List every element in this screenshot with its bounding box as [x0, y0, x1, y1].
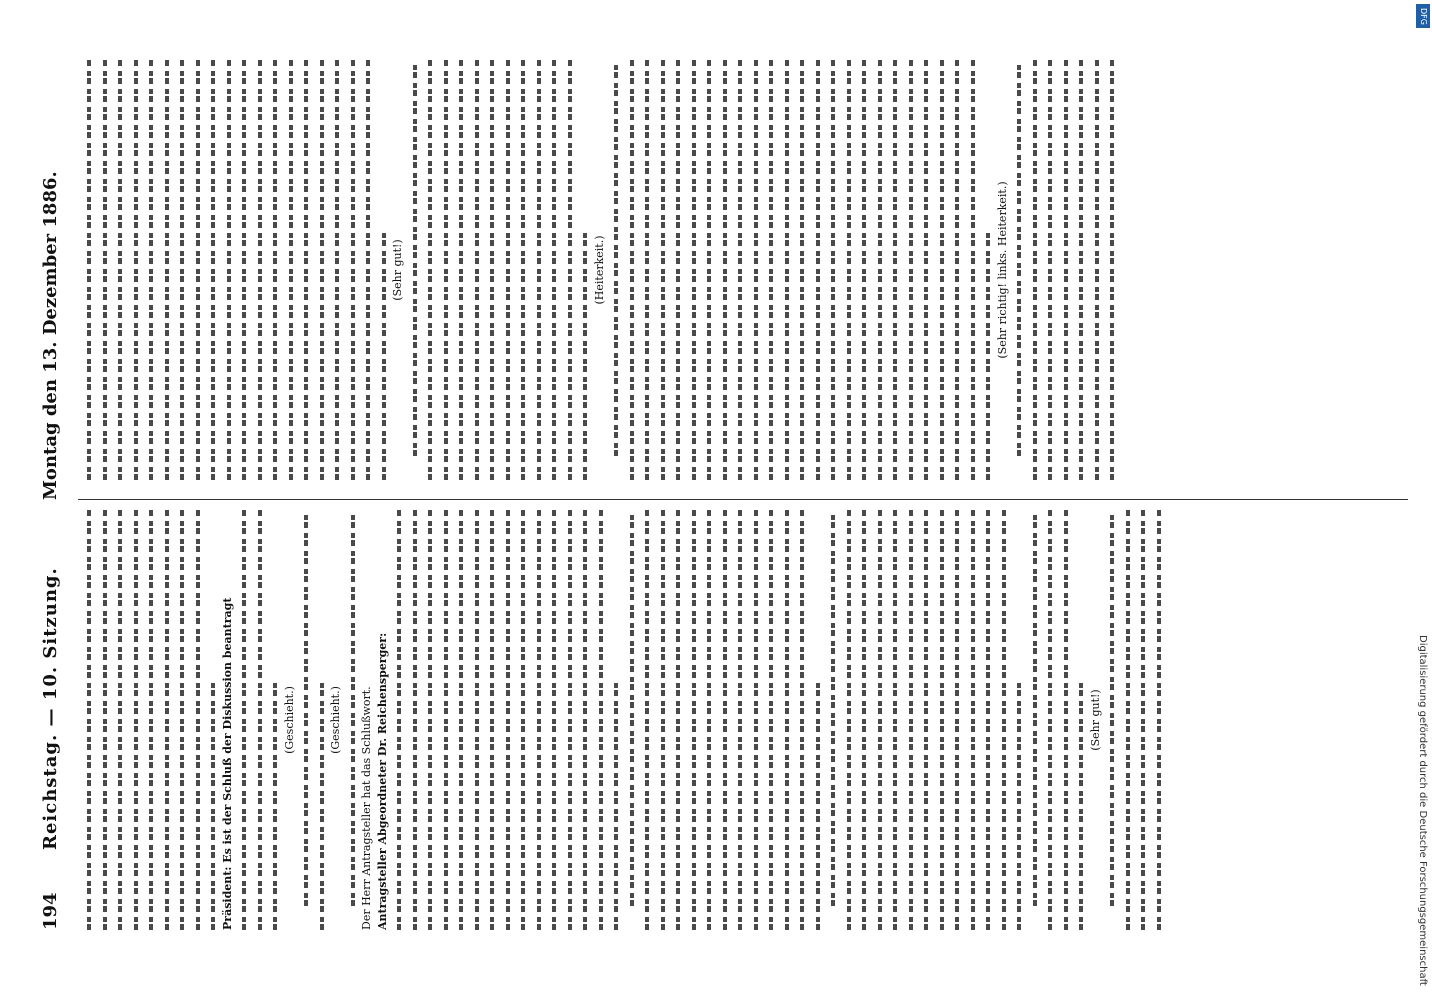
text-line [359, 60, 375, 480]
text-line [809, 60, 825, 480]
text-line [297, 60, 313, 480]
text-line [561, 510, 577, 930]
column-divider [78, 499, 1408, 500]
text-line [1026, 510, 1042, 906]
text-line [173, 510, 189, 930]
text-line [483, 510, 499, 930]
text-line [1026, 60, 1042, 480]
page-header [40, 70, 68, 930]
text-line [297, 510, 313, 906]
left-column [80, 510, 1400, 930]
text-line [80, 510, 96, 930]
text-line [1088, 60, 1104, 480]
interjection: (Sehr gut!) [391, 239, 404, 301]
text-line [778, 510, 794, 930]
text-line [886, 510, 902, 930]
text-line [437, 510, 453, 930]
text-line [313, 60, 329, 480]
text-line [390, 510, 406, 930]
text-line [127, 60, 143, 480]
text-line [917, 60, 933, 480]
text-line [793, 510, 809, 930]
text-line [964, 510, 980, 930]
text-line [871, 60, 887, 480]
page-number: 194 [40, 892, 61, 930]
text-line [127, 510, 143, 930]
text-line [111, 60, 127, 480]
text-line [189, 510, 205, 930]
text-line [902, 510, 918, 930]
interjection: (Sehr gut!) [1088, 689, 1102, 751]
text-line [561, 60, 577, 480]
right-column [80, 60, 1400, 480]
text-line [545, 510, 561, 930]
text-line [685, 60, 701, 480]
text-line [282, 60, 298, 480]
digitization-credit: Digitalisierung gefördert durch die Deutsche Forschungsgemeinschaft [1417, 635, 1428, 986]
president-speaker-line: Präsident: Es ist der Schluß der Diskussion beantragt [220, 597, 234, 930]
text-line [235, 60, 251, 480]
text-line [142, 60, 158, 480]
text-line [158, 60, 174, 480]
text-line [111, 510, 127, 930]
interjection: (Geschieht.) [282, 686, 296, 754]
text-line [406, 60, 422, 456]
text-line [530, 60, 546, 480]
text-line [514, 60, 530, 480]
text-line [1041, 510, 1057, 930]
text-line [452, 60, 468, 480]
text-line [344, 60, 360, 480]
text-line [452, 510, 468, 930]
text-line [855, 60, 871, 480]
text-line [917, 510, 933, 930]
text-line [1072, 678, 1088, 930]
text-line [669, 510, 685, 930]
text-line [700, 60, 716, 480]
text-line [716, 60, 732, 480]
text-line [948, 60, 964, 480]
text-line [266, 678, 282, 930]
text-line [96, 60, 112, 480]
text-line [80, 60, 96, 480]
text-line [638, 510, 654, 930]
text-line [1057, 60, 1073, 480]
text-line [638, 60, 654, 480]
text-line [1072, 60, 1088, 480]
text-line [530, 510, 546, 930]
text-line [1057, 510, 1073, 930]
text-line [607, 678, 623, 930]
text-line [809, 678, 825, 930]
text-line [747, 60, 763, 480]
text-line [499, 510, 515, 930]
text-line [886, 60, 902, 480]
text-line [483, 60, 499, 480]
text-line [251, 60, 267, 480]
text-line [716, 510, 732, 930]
text-line [514, 510, 530, 930]
text-line [220, 60, 236, 480]
text-line [824, 510, 840, 906]
text-line [855, 510, 871, 930]
text-line [1103, 510, 1119, 906]
text-line [933, 60, 949, 480]
text-line [840, 510, 856, 930]
text-line [654, 510, 670, 930]
text-line [328, 60, 344, 480]
text-line [623, 510, 639, 906]
session-date: Montag den 13. Dezember 1886. [40, 171, 61, 500]
text-line [96, 510, 112, 930]
text-line [747, 510, 763, 930]
text-line [964, 60, 980, 480]
text-line [204, 60, 220, 480]
text-line [762, 510, 778, 930]
text-line [1041, 60, 1057, 480]
text-line [344, 510, 360, 906]
text-line [933, 510, 949, 930]
text-line [499, 60, 515, 480]
text-line [824, 60, 840, 480]
text-line [251, 510, 267, 930]
text-line [592, 510, 608, 930]
text-line [576, 228, 592, 480]
text-line [700, 510, 716, 930]
text-line [669, 60, 685, 480]
text-line [545, 60, 561, 480]
text-line [1103, 60, 1119, 480]
text-line [1010, 60, 1026, 456]
text-line [1119, 510, 1135, 930]
text-line [654, 60, 670, 480]
text-line [979, 510, 995, 930]
text-line [266, 60, 282, 480]
text-line [995, 510, 1011, 930]
text-line [948, 510, 964, 930]
text-line [1134, 510, 1150, 930]
interjection: (Geschieht.) [329, 686, 342, 754]
text-line [421, 510, 437, 930]
reichensperger-speaker-line: Antragsteller Abgeordneter Dr. Reichensperger: [375, 632, 389, 930]
text-line [1010, 678, 1026, 930]
text-line [204, 678, 220, 930]
text-line [468, 60, 484, 480]
text-line [158, 510, 174, 930]
text-line [623, 60, 639, 480]
text-line [406, 510, 422, 930]
text-line [313, 678, 329, 930]
text-line [437, 60, 453, 480]
text-line [902, 60, 918, 480]
text-line [840, 60, 856, 480]
text-line [375, 228, 391, 480]
text-line [421, 60, 437, 480]
dfg-logo: DFG [1416, 4, 1430, 28]
text-line [142, 510, 158, 930]
text-line [731, 60, 747, 480]
text-line [871, 510, 887, 930]
text-line [468, 510, 484, 930]
text-line [235, 510, 251, 930]
closing-line: Der Herr Antragsteller hat das Schlußwort. [360, 686, 373, 930]
interjection: (Sehr richtig! links. Heiterkeit.) [995, 181, 1009, 359]
text-line [685, 510, 701, 930]
text-line [173, 60, 189, 480]
session-title: Reichstag. — 10. Sitzung. [40, 567, 61, 850]
text-line [793, 60, 809, 480]
text-line [979, 228, 995, 480]
text-line [762, 60, 778, 480]
text-line [189, 60, 205, 480]
text-line [607, 60, 623, 456]
text-line [731, 510, 747, 930]
text-line [778, 60, 794, 480]
text-line [576, 510, 592, 930]
interjection: (Heiterkeit.) [592, 235, 606, 305]
text-line [1150, 510, 1166, 930]
